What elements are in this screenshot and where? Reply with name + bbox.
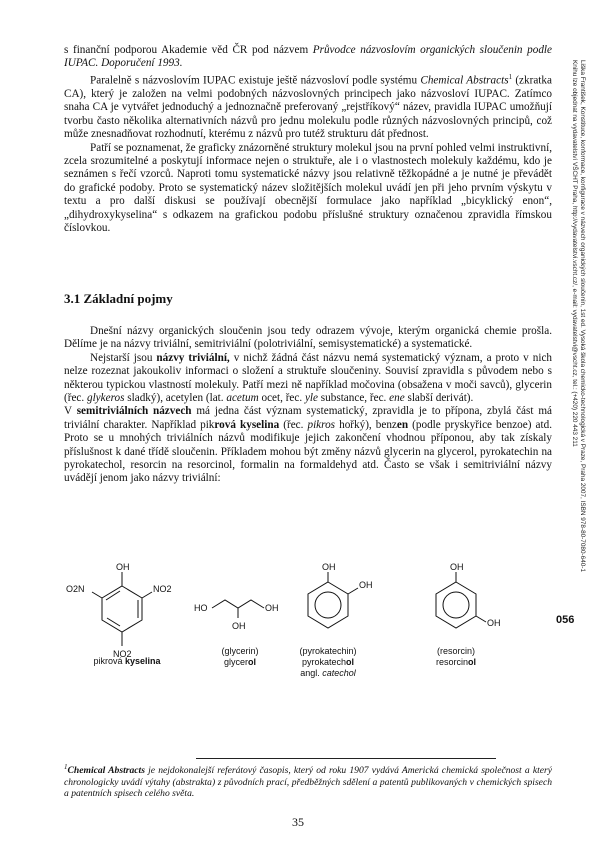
glycerol-oh-right: OH [265,603,279,613]
section-paragraph-1: Dnešní názvy organických sloučenin jsou tedy odrazem vývoje, kterým organická chemie prošla. Dělíme je na názvy triviální, semitriviální (polotriviální, semisystematické) a systematické. [64,325,552,351]
resorcinol-oh-1: OH [450,562,464,572]
footnote-divider [196,758,496,759]
pyrocatechol-caption: (pyrokatechin) pyrokatechol angl. catechol [299,646,357,678]
intro-text [64,44,552,235]
glycerol-ho-label: HO [194,603,208,613]
chemical-structures-figure [60,560,540,780]
pyrocatechol-structure [308,562,373,628]
section-paragraph-2: Nejstarší jsou názvy triviální, v nichž žádná část názvu nemá systematický význam, a proto v nich nelze rozeznat jakoukoliv informaci o složení a struktuře sloučeniny. Souvisí zpravidla s původem nebo s některou typickou vlastností molekuly. Patří mezi ně například močovina (obsažena v moči savců), glycerin (řec. glykeros sladký), acetylen (lat. acetum ocet, řec. yle substance, řec. ene slabší derivát). [64,351,553,405]
intro-paragraph-2: Paralelně s názvoslovím IUPAC existuje ještě názvosloví podle systému Chemical Abstracts$^1$ (zkratka CA), který je založen na velmi podobných názvoslovných principech jako názvosloví IUPAC. Zatímco snaha CA je vytvářet jednoduchý a jednoznačně preferovaný „rejstříkový“ název, pravidla IUPAC umožňují tvorbu často několika alternativních názvů pro jednu molekulu podle různých názvoslovných principů, což může znesnadňovat rozhodnutí, kterému z názvů pro tutéž strukturu dát přednost. [64,72,552,141]
pyrocatechol-oh-1: OH [322,562,336,572]
picric-no2-right: NO2 [153,584,172,594]
section-paragraph-3: V semitriviálních názvech má jedna část význam systematický, zpravidla je to přípona, zbylá část má triviální charakter. Například pikrová kyselina (řec. pikros hořký), benzen (podle pryskyřice benzoe) atd. Proto se u mnohých triviálních názvů modifikuje jejich zakončení vhodnou příponou, aby tak získaly příslušnost k dané třídě sloučenin. Příkladem mohou být změny názvů glycerin na glycerol, pyrokatechin na pyrokatechol, resorcin na resorcinol, formalin na formaldehyd atd. Často se však i semitriviální názvy uvádějí jenom jako názvy triviální: [64,405,552,485]
resorcinol-oh-2: OH [487,618,501,628]
section-text [64,325,552,486]
picric-no2-left: O2N [66,584,85,594]
structures-svg [60,560,540,700]
footnote: $^1$Chemical Abstracts je nejdokonalejší referátový časopis, který od roku 1907 vydává Americká chemická společnost a který chronologicky uvádí výtahy (abstrakta) z původních prací, předběžných sdělení a patentů publikovaných v chemických spisech a patentních spisech celého světa. [64,763,552,800]
picric-oh-label: OH [116,562,130,572]
glycerol-caption: (glycerin) glycerol [221,646,259,667]
picric-no2-bottom: NO2 [113,649,132,659]
intro-paragraph-1: s finanční podporou Akademie věd ČR pod názvem Průvodce názvoslovím organických sloučenin podle IUPAC. Doporučení 1993. [64,44,552,70]
page-number: 35 [292,815,304,829]
footnote-ref[interactable]: 1 [508,72,513,81]
pyrocatechol-oh-2: OH [359,580,373,590]
resorcinol-structure [436,562,501,628]
glycerol-structure [194,600,279,631]
glycerol-oh-bottom: OH [232,621,246,631]
picric-caption: pikrová kyselina [93,656,161,666]
section-heading: 3.1 Základní pojmy [64,291,173,306]
sidebar-number: 056 [556,614,575,626]
picric-acid-structure [66,562,172,659]
intro-paragraph-3: Patří se poznamenat, že graficky znázorněné struktury molekul jsou na první pohled velmi instruktivní, zcela srozumitelné a poskytují informace nejen o struktuře, ale i o vlastnostech molekuly každému, kdo je seznámen s řečí vzorců. Naproti tomu systematické názvy jsou relativně těžkopádné a je nutné je převádět do grafické podoby. Proto se systematický název složitějších molekul uvádí jen při jeho prvním výskytu v textu a pro další diskusi se používají obecnější formulace jako například „bicyklický enon“, „dihydroxykyselina“ s odkazem na grafickou podobu příslušné struktury označenou zpravidla římskou číslovkou. [64,141,552,235]
resorcinol-caption: (resorcin) resorcinol [435,646,476,667]
sidebar-citation: Liška František, Konstituce, konformace, konfigurace v názvech organických sloučenin, 1st ed. Vysoká škola chemicko-technologická v Praze, Praha 2007, ISBN 978-80-7080-640-1 Knihu lze objednat na vydavatelství VŠCHT Praha, http://vydavatelstvi.vscht.cz/, e-mail: vydavatelstvi@vscht.cz, tel.: (+420) 220 443 211 [571,60,586,572]
